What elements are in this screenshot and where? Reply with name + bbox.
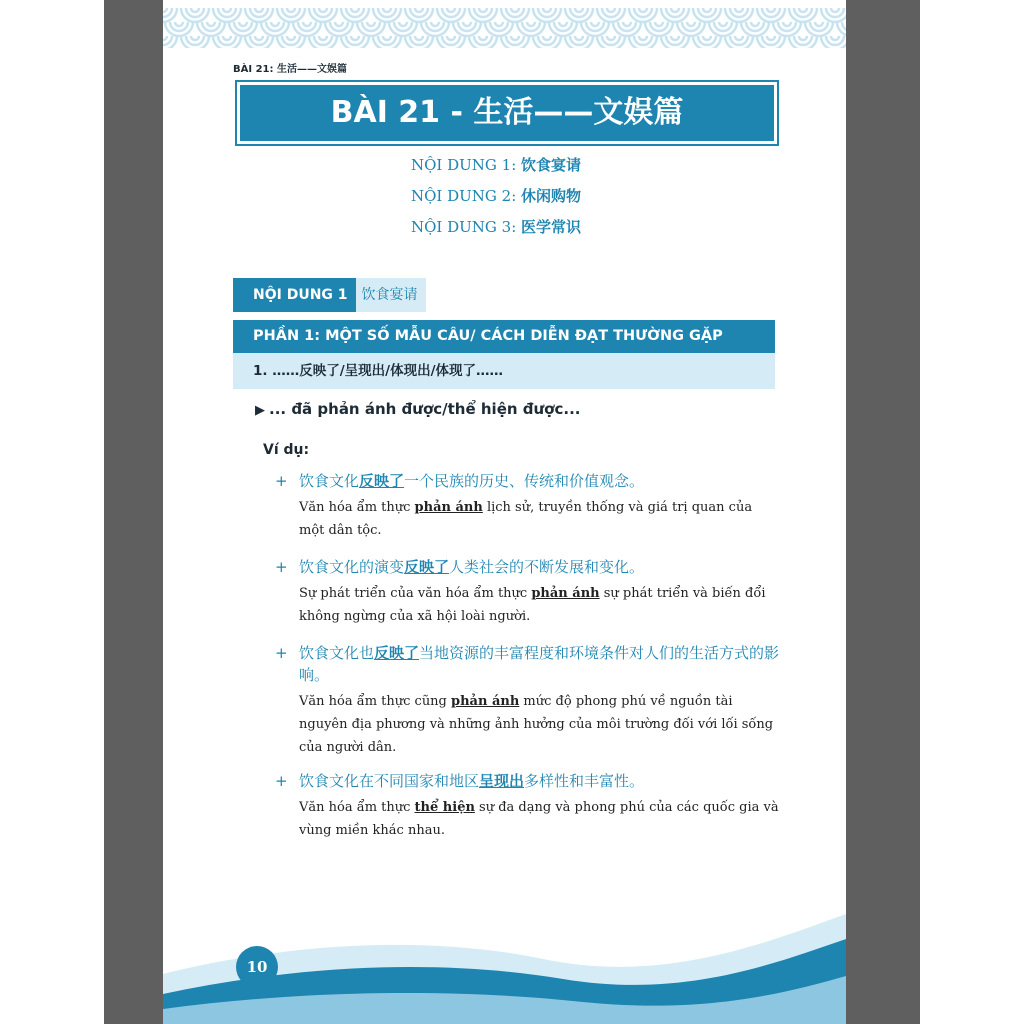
zh-text: 人类社会的不断发展和变化。 (449, 558, 645, 576)
zh-keyword: 呈现出 (479, 772, 525, 790)
sentence-pattern: 1. ……反映了/呈现出/体现出/体现了…… (233, 353, 775, 389)
triangle-right-icon: ▶ (255, 403, 265, 418)
toc-label: NỘI DUNG 3: (411, 218, 517, 236)
vi-keyword: thể hiện (414, 800, 475, 815)
vi-keyword: phản ánh (531, 586, 600, 601)
vi-text: Văn hóa ẩm thực (299, 500, 415, 515)
example-vietnamese (275, 582, 780, 628)
example-vietnamese (275, 690, 780, 759)
table-of-contents (411, 150, 581, 243)
zh-keyword: 反映了 (404, 558, 450, 576)
zh-text: 一个民族的历史、传统和价值观念。 (404, 472, 645, 490)
vi-text: Văn hóa ẩm thực (299, 800, 415, 815)
zh-text: 多样性和丰富性。 (524, 772, 645, 790)
zh-keyword: 反映了 (374, 644, 420, 662)
example-item (275, 770, 780, 842)
document-page (163, 0, 846, 1024)
toc-item-1[interactable] (411, 150, 581, 181)
vi-keyword: phản ánh (414, 500, 483, 515)
pattern-meaning (255, 400, 580, 418)
example-item (275, 556, 780, 628)
plus-icon: + (275, 472, 288, 490)
toc-label: NỘI DUNG 2: (411, 187, 517, 205)
toc-label: NỘI DUNG 1: (411, 156, 517, 174)
toc-topic: 医学常识 (521, 218, 582, 236)
zh-text: 饮食文化 (299, 472, 360, 490)
example-chinese (275, 470, 780, 492)
zh-keyword: 反映了 (359, 472, 405, 490)
toc-item-2[interactable] (411, 181, 581, 212)
zh-text: 饮食文化也 (299, 644, 375, 662)
example-chinese (275, 556, 780, 578)
example-item (275, 642, 780, 759)
plus-icon: + (275, 558, 288, 576)
toc-topic: 休闲购物 (521, 187, 582, 205)
example-vietnamese (275, 796, 780, 842)
vi-text: lịch sử, truyền thống và giá trị quan của một dân tộc. (299, 500, 753, 538)
zh-text: 当地资源的丰富程度和环境条件对人们的生活方式的影响。 (299, 644, 780, 684)
page-number: 10 (236, 946, 278, 988)
example-chinese (275, 770, 780, 792)
section-label: NỘI DUNG 1 (233, 278, 356, 312)
vi-text: sự đa dạng và phong phú của các quốc gia và vùng miền khác nhau. (299, 800, 779, 838)
header-wave-pattern (163, 0, 846, 48)
vi-text: mức độ phong phú về nguồn tài nguyên địa phương và những ảnh hưởng của môi trường đối với lối sống của người dân. (299, 694, 774, 755)
running-head: BÀI 21: 生活——文娱篇 (233, 64, 347, 75)
section-heading (233, 278, 426, 312)
section-topic: 饮食宴请 (356, 278, 426, 312)
part-heading: PHẦN 1: MỘT SỐ MẪU CÂU/ CÁCH DIỄN ĐẠT THƯỜNG GẶP (233, 320, 775, 353)
lesson-title: BÀI 21 - 生活——文娱篇 (235, 80, 779, 146)
plus-icon: + (275, 772, 288, 790)
vi-text: Sự phát triển của văn hóa ẩm thực (299, 586, 532, 601)
toc-topic: 饮食宴请 (521, 156, 582, 174)
meaning-text: ... đã phản ánh được/thể hiện được... (269, 400, 581, 418)
vi-text: Văn hóa ẩm thực cũng (299, 694, 452, 709)
zh-text: 饮食文化在不同国家和地区 (299, 772, 480, 790)
example-chinese (275, 642, 780, 686)
example-heading: Ví dụ: (263, 442, 310, 458)
vi-text: sự phát triển và biến đổi không ngừng của xã hội loài người. (299, 586, 766, 624)
vi-keyword: phản ánh (451, 694, 520, 709)
toc-item-3[interactable] (411, 212, 581, 243)
example-vietnamese (275, 496, 780, 542)
zh-text: 饮食文化的演变 (299, 558, 405, 576)
example-item (275, 470, 780, 542)
plus-icon: + (275, 644, 288, 662)
